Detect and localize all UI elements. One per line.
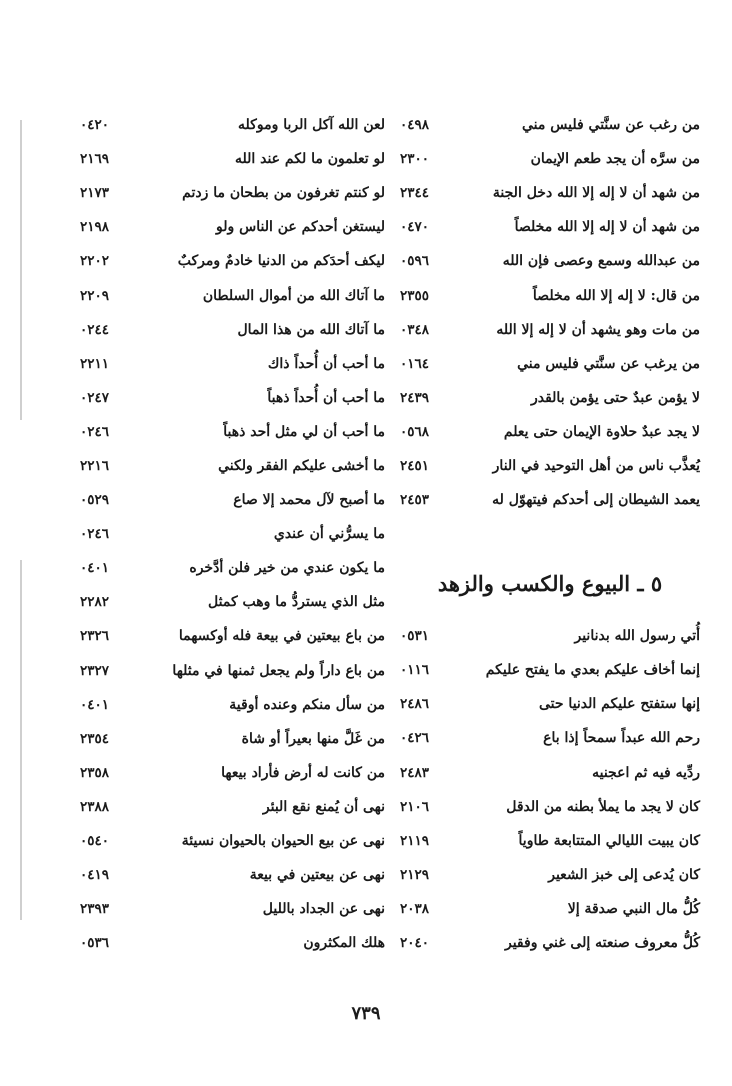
entry-text: إنها ستفتح عليكم الدنيا حتى xyxy=(539,696,700,713)
entry-number: ٠٥٤٠ xyxy=(80,833,110,850)
entry-text: ما أصبح لآل محمد إلا صاع xyxy=(233,492,385,509)
index-entry xyxy=(80,722,385,756)
entry-number: ٢٤٨٦ xyxy=(400,696,430,713)
entry-text: ما يسرُّني أن عندي xyxy=(273,526,385,543)
entry-number: ٠٤٠١ xyxy=(80,696,110,713)
entry-number: ٢٣٨٨ xyxy=(80,798,110,815)
index-entry xyxy=(400,483,700,517)
entry-text: ما يكون عندي من خير فلن أدَّخره xyxy=(189,560,385,577)
index-entry xyxy=(80,619,385,653)
entry-text: لو كنتم تغرفون من بطحان ما زدتم xyxy=(182,185,385,202)
entry-number: ٢٤٥٣ xyxy=(400,492,430,509)
index-entry xyxy=(80,824,385,858)
entry-number: ٢١٠٦ xyxy=(400,798,430,815)
index-entry xyxy=(400,176,700,210)
index-entry xyxy=(80,756,385,790)
entry-text: رحم الله عبداً سمحاً إذا باع xyxy=(543,730,700,747)
index-entry xyxy=(80,176,385,210)
index-entry xyxy=(80,449,385,483)
entry-text: من سرَّه أن يجد طعم الإيمان xyxy=(530,151,700,168)
entry-text: لو تعلمون ما لكم عند الله xyxy=(234,151,385,168)
page-edge-mark xyxy=(20,120,22,420)
entry-text: ما أحب أن لي مثل أحد ذهباً xyxy=(223,423,385,440)
index-entry xyxy=(80,244,385,278)
entry-number: ٢٢٠٩ xyxy=(80,287,110,304)
entry-number: ٢١٩٨ xyxy=(80,219,110,236)
entry-text: من شهد أن لا إله إلا الله دخل الجنة xyxy=(492,185,700,202)
entry-text: مثل الذي يستردُّ ما وهب كمثل xyxy=(208,594,385,611)
entry-text: كُلُّ معروف صنعته إلى غني وفقير xyxy=(504,935,700,952)
entry-text: نهى أن يُمنع نقع البئر xyxy=(262,798,385,815)
entry-text: ما آتاك الله من هذا المال xyxy=(237,321,385,338)
entry-number: ٠٥٣٦ xyxy=(80,935,110,952)
section-heading: ٥ ـ البيوع والكسب والزهد xyxy=(437,570,663,596)
entry-number: ٠٤٢٠ xyxy=(80,117,110,134)
index-entry xyxy=(80,585,385,619)
entry-number: ٢١٦٩ xyxy=(80,151,110,168)
index-entry xyxy=(80,688,385,722)
entry-number: ٢٤٨٣ xyxy=(400,764,430,781)
index-entry xyxy=(400,721,700,755)
entry-number: ٢٠٤٠ xyxy=(400,935,430,952)
index-entry xyxy=(80,142,385,176)
entry-text: من سأل منكم وعنده أوقية xyxy=(229,696,385,713)
entry-text: يُعذَّب ناس من أهل التوحيد في النار xyxy=(492,457,700,474)
entry-text: من رغب عن سنَّتي فليس مني xyxy=(521,117,700,134)
section-gap xyxy=(400,517,700,559)
index-entry xyxy=(400,619,700,653)
left-entries-list-a xyxy=(80,108,385,585)
entry-number: ٢٢١١ xyxy=(80,355,110,372)
entry-text: كان لا يجد ما يملأ بطنه من الدقل xyxy=(506,798,700,815)
entry-number: ٢٢١٦ xyxy=(80,457,110,474)
index-entry xyxy=(400,244,700,278)
index-entry xyxy=(80,313,385,347)
index-entry xyxy=(400,142,700,176)
entry-text: لعن الله آكل الربا وموكله xyxy=(238,117,385,134)
entry-number: ٢١٢٩ xyxy=(400,866,430,883)
entry-number: ٠٤٧٠ xyxy=(400,219,430,236)
entry-number: ٢٢٨٢ xyxy=(80,594,110,611)
entry-number: ٠٤٩٨ xyxy=(400,117,430,134)
index-entry xyxy=(400,653,700,687)
entry-text: من كانت له أرض فأراد بيعها xyxy=(221,764,385,781)
entry-text: من شهد أن لا إله إلا الله مخلصاً xyxy=(514,219,700,236)
index-entry xyxy=(80,347,385,381)
index-entry xyxy=(400,210,700,244)
index-entry xyxy=(400,926,700,960)
entry-number: ٠٢٤٧ xyxy=(80,389,110,406)
entry-number: ٢٣٢٧ xyxy=(80,662,110,679)
index-entry xyxy=(400,415,700,449)
entry-number: ٠٥٢٩ xyxy=(80,492,110,509)
entry-text: نهى عن بيع الحيوان بالحيوان نسيئة xyxy=(181,833,385,850)
entry-number: ٢٢٠٢ xyxy=(80,253,110,270)
entry-number: ٠٤١٩ xyxy=(80,867,110,884)
index-entry xyxy=(80,551,385,585)
entry-number: ٠٥٦٨ xyxy=(400,423,430,440)
index-entry xyxy=(80,381,385,415)
left-column xyxy=(80,108,385,960)
entry-text: نهى عن الجداد بالليل xyxy=(262,901,385,918)
entry-text: ما أخشى عليكم الفقر ولكني xyxy=(218,457,385,474)
section-entries-list xyxy=(400,619,700,960)
right-column xyxy=(400,108,700,960)
entry-number: ٢٠٣٨ xyxy=(400,900,430,917)
entry-number: ٢٤٣٩ xyxy=(400,389,430,406)
entry-number: ٠٢٤٦ xyxy=(80,526,110,543)
entry-number: ٢١١٩ xyxy=(400,832,430,849)
entry-text: ما أحب أن أُحداً ذاك xyxy=(267,355,385,372)
left-entries-list-b xyxy=(80,585,385,960)
entry-number: ٢٣٠٠ xyxy=(400,151,430,168)
entry-number: ٢٣٩٣ xyxy=(80,901,110,918)
entry-text: من قال: لا إله إلا الله مخلصاً xyxy=(532,287,700,304)
index-entry xyxy=(80,858,385,892)
index-entry xyxy=(80,415,385,449)
page-number: ٧٣٩ xyxy=(351,1003,381,1024)
entry-number: ٢٣٥٥ xyxy=(400,287,430,304)
index-entry xyxy=(80,517,385,551)
entry-number: ٠٤٢٦ xyxy=(400,730,430,747)
index-entry xyxy=(400,108,700,142)
index-entry xyxy=(80,278,385,312)
entry-text: ما أحب أن أُحداً ذهباً xyxy=(267,389,385,406)
entry-text: لا يؤمن عبدٌ حتى يؤمن بالقدر xyxy=(530,389,700,406)
entry-text: كان يُدعى إلى خبز الشعير xyxy=(548,866,700,883)
entry-text: ردِّيه فيه ثم اعجنيه xyxy=(592,764,700,781)
index-entry xyxy=(80,892,385,926)
entry-text: من يرغب عن سنَّتي فليس مني xyxy=(517,355,700,372)
entry-text: أُتي رسول الله بدنانير xyxy=(574,628,700,645)
index-entry xyxy=(80,654,385,688)
entry-text: ما آتاك الله من أموال السلطان xyxy=(202,287,385,304)
index-entry xyxy=(400,756,700,790)
index-entry xyxy=(400,313,700,347)
entry-number: ٠٢٤٦ xyxy=(80,423,110,440)
index-entry xyxy=(400,381,700,415)
index-entry xyxy=(80,926,385,960)
entry-text: من مات وهو يشهد أن لا إله إلا الله xyxy=(496,321,700,338)
heading-spacer xyxy=(400,607,700,619)
entry-number: ٠٣٤٨ xyxy=(400,321,430,338)
entry-number: ٠٢٤٤ xyxy=(80,321,110,338)
index-entry xyxy=(80,790,385,824)
entry-text: هلك المكثرون xyxy=(303,935,385,952)
index-entry xyxy=(400,790,700,824)
entry-number: ٠٥٣١ xyxy=(400,628,430,645)
entry-number: ٢٤٥١ xyxy=(400,457,430,474)
entry-text: يعمد الشيطان إلى أحدكم فيتهوّل له xyxy=(492,492,700,509)
entry-text: ليكف أحدَكم من الدنيا خادمٌ ومركبٌ xyxy=(177,253,385,270)
entry-text: لا يجد عبدٌ حلاوة الإيمان حتى يعلم xyxy=(503,423,700,440)
index-entry xyxy=(400,449,700,483)
index-entry xyxy=(400,278,700,312)
entry-text: ليستغن أحدكم عن الناس ولو xyxy=(216,219,385,236)
entry-number: ٠١٦٤ xyxy=(400,355,430,372)
entry-number: ٢١٧٣ xyxy=(80,185,110,202)
index-entry xyxy=(400,892,700,926)
entry-text: كُلُّ مال النبي صدقة إلا xyxy=(567,900,700,917)
entry-number: ٠١١٦ xyxy=(400,662,430,679)
entry-text: إنما أخاف عليكم بعدي ما يفتح عليكم xyxy=(485,662,700,679)
entry-text: من غَلَّ منها بعيراً أو شاة xyxy=(241,730,385,747)
index-entry xyxy=(400,347,700,381)
entry-number: ٢٣٢٦ xyxy=(80,628,110,645)
entry-number: ٢٣٤٤ xyxy=(400,185,430,202)
entry-text: كان يبيت الليالي المتتابعة طاوياً xyxy=(518,832,700,849)
right-entries-list xyxy=(400,108,700,517)
index-entry xyxy=(80,108,385,142)
entry-text: نهى عن بيعتين في بيعة xyxy=(249,867,385,884)
entry-number: ٠٤٠١ xyxy=(80,560,110,577)
entry-number: ٢٣٥٨ xyxy=(80,764,110,781)
index-entry xyxy=(400,824,700,858)
index-entry xyxy=(400,687,700,721)
entry-number: ٢٣٥٤ xyxy=(80,730,110,747)
index-entry xyxy=(400,858,700,892)
page-edge-mark xyxy=(20,560,22,920)
entry-text: من باع داراً ولم يجعل ثمنها في مثلها xyxy=(172,662,385,679)
entry-text: من عبدالله وسمع وعصى فإن الله xyxy=(502,253,700,270)
entry-number: ٠٥٩٦ xyxy=(400,253,430,270)
entry-text: من باع بيعتين في بيعة فله أوكسهما xyxy=(178,628,385,645)
index-entry xyxy=(80,210,385,244)
index-entry xyxy=(80,483,385,517)
